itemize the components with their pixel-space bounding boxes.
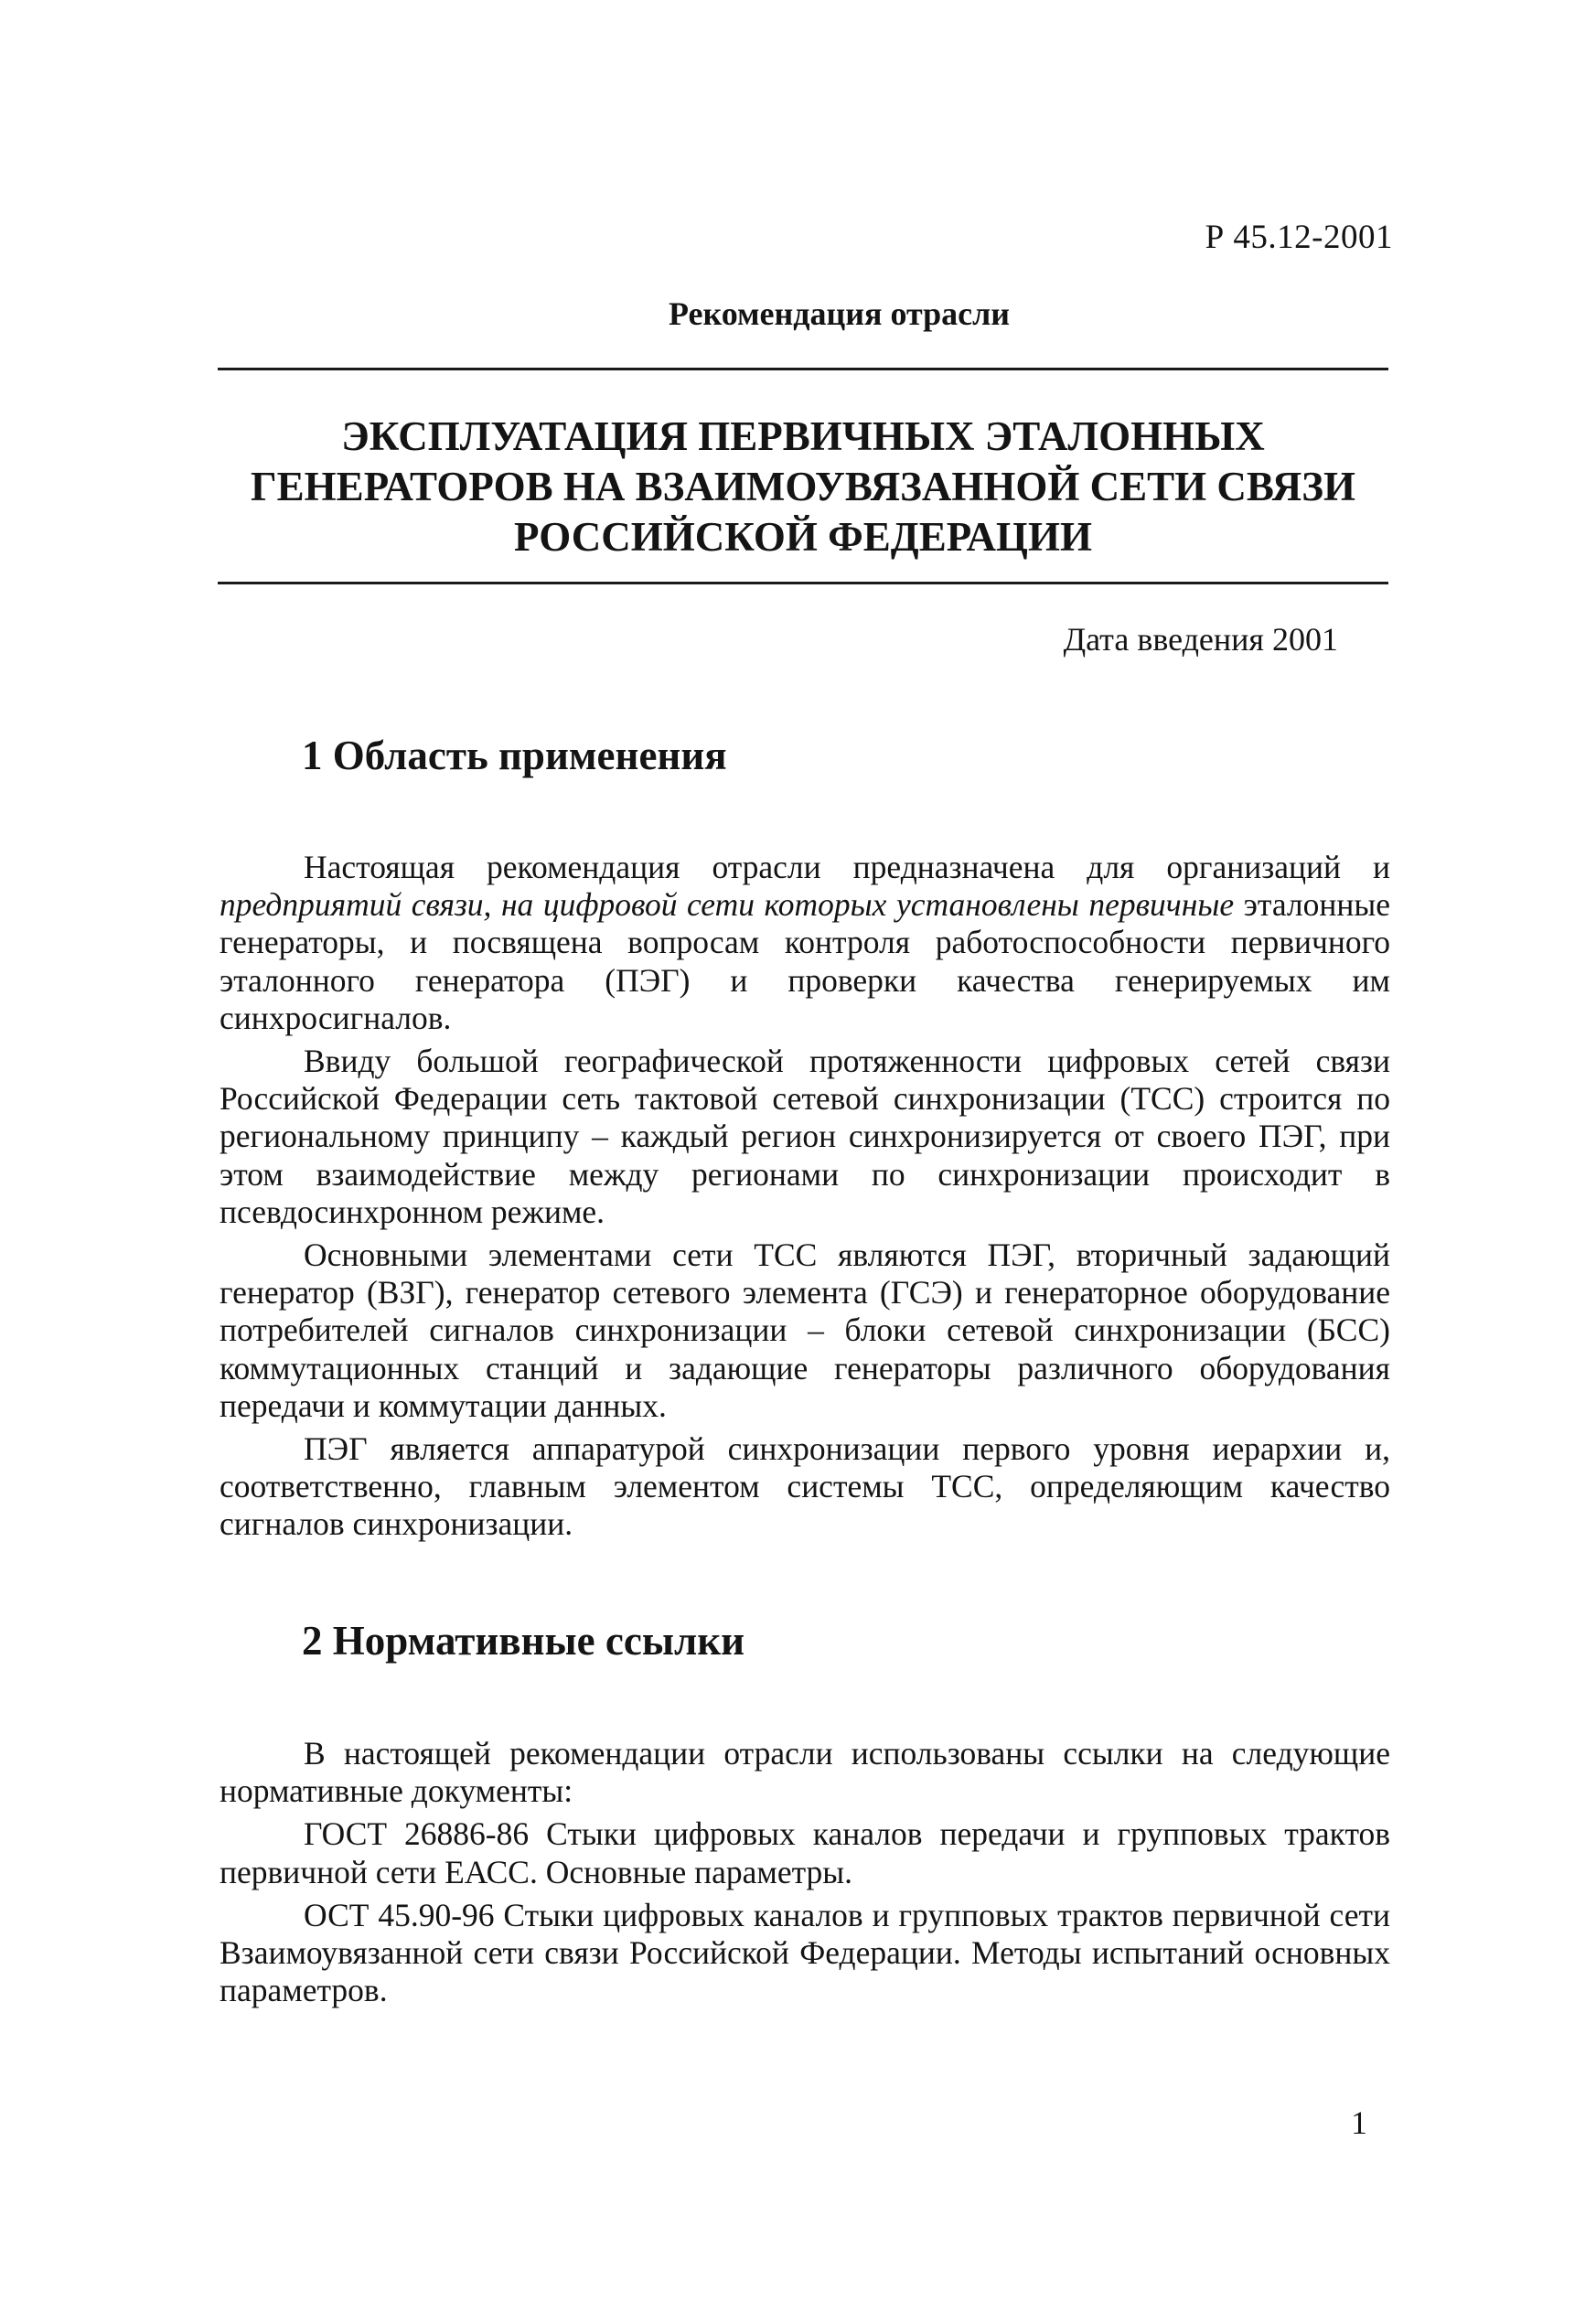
document-title: [218, 412, 1388, 562]
paragraph-italic-text: предприятий связи, на цифровой сети которых установлены первичные: [220, 886, 1235, 924]
section-body-references: [220, 1735, 1390, 2009]
title-rule-top: [218, 368, 1388, 370]
section-body-scope: [220, 849, 1390, 1544]
paragraph-text: Настоящая рекомендация отрасли предназначена для организаций и: [304, 849, 1390, 885]
reference-item: ОСТ 45.90-96 Стыки цифровых каналов и групповых трактов первичной сети Взаимоувязанной сети связи Российской Федерации. Методы испытаний основных параметров.: [220, 1896, 1390, 2009]
title-line: ГЕНЕРАТОРОВ НА ВЗАИМОУВЯЗАННОЙ СЕТИ СВЯЗИ: [251, 464, 1355, 509]
section-heading-references: 2 Нормативные ссылки: [302, 1618, 745, 1664]
series-label: Рекомендация отрасли: [668, 295, 1011, 332]
paragraph-text: эталонные генераторы, и посвящена вопросам контроля работоспособности первичного эталонного генератора (ПЭГ) и проверки качества генерируемых им синхросигналов.: [220, 886, 1390, 1036]
title-rule-bottom: [218, 582, 1388, 584]
document-code: Р 45.12-2001: [1205, 219, 1393, 256]
page-number: 1: [1351, 2104, 1367, 2141]
title-line: ЭКСПЛУАТАЦИЯ ПЕРВИЧНЫХ ЭТАЛОННЫХ: [341, 413, 1265, 459]
paragraph: [220, 849, 1390, 1037]
section-heading-scope: 1 Область применения: [302, 733, 727, 778]
title-line: РОССИЙСКОЙ ФЕДЕРАЦИИ: [514, 514, 1092, 560]
paragraph: Ввиду большой географической протяженности цифровых сетей связи Российской Федерации сеть тактовой сетевой синхронизации (ТСС) строится по региональному принципу – каждый регион синхронизируется от своего ПЭГ, при этом взаимодействие между регионами по синхронизации происходит в псевдосинхронном режиме.: [220, 1043, 1390, 1230]
introduction-date: Дата введения 2001: [1063, 621, 1338, 658]
reference-item: ГОСТ 26886-86 Стыки цифровых каналов передачи и групповых трактов первичной сети ЕАСС. Основные параметры.: [220, 1815, 1390, 1890]
paragraph: ПЭГ является аппаратурой синхронизации первого уровня иерархии и, соответственно, главным элементом системы ТСС, определяющим качество сигналов синхронизации.: [220, 1430, 1390, 1543]
paragraph: Основными элементами сети ТСС являются ПЭГ, вторичный задающий генератор (ВЗГ), генератор сетевого элемента (ГСЭ) и генераторное оборудование потребителей сигналов синхронизации – блоки сетевой синхронизации (БСС) коммутационных станций и задающие генераторы различного оборудования передачи и коммутации данных.: [220, 1236, 1390, 1424]
paragraph: В настоящей рекомендации отрасли использованы ссылки на следующие нормативные документы:: [220, 1735, 1390, 1810]
